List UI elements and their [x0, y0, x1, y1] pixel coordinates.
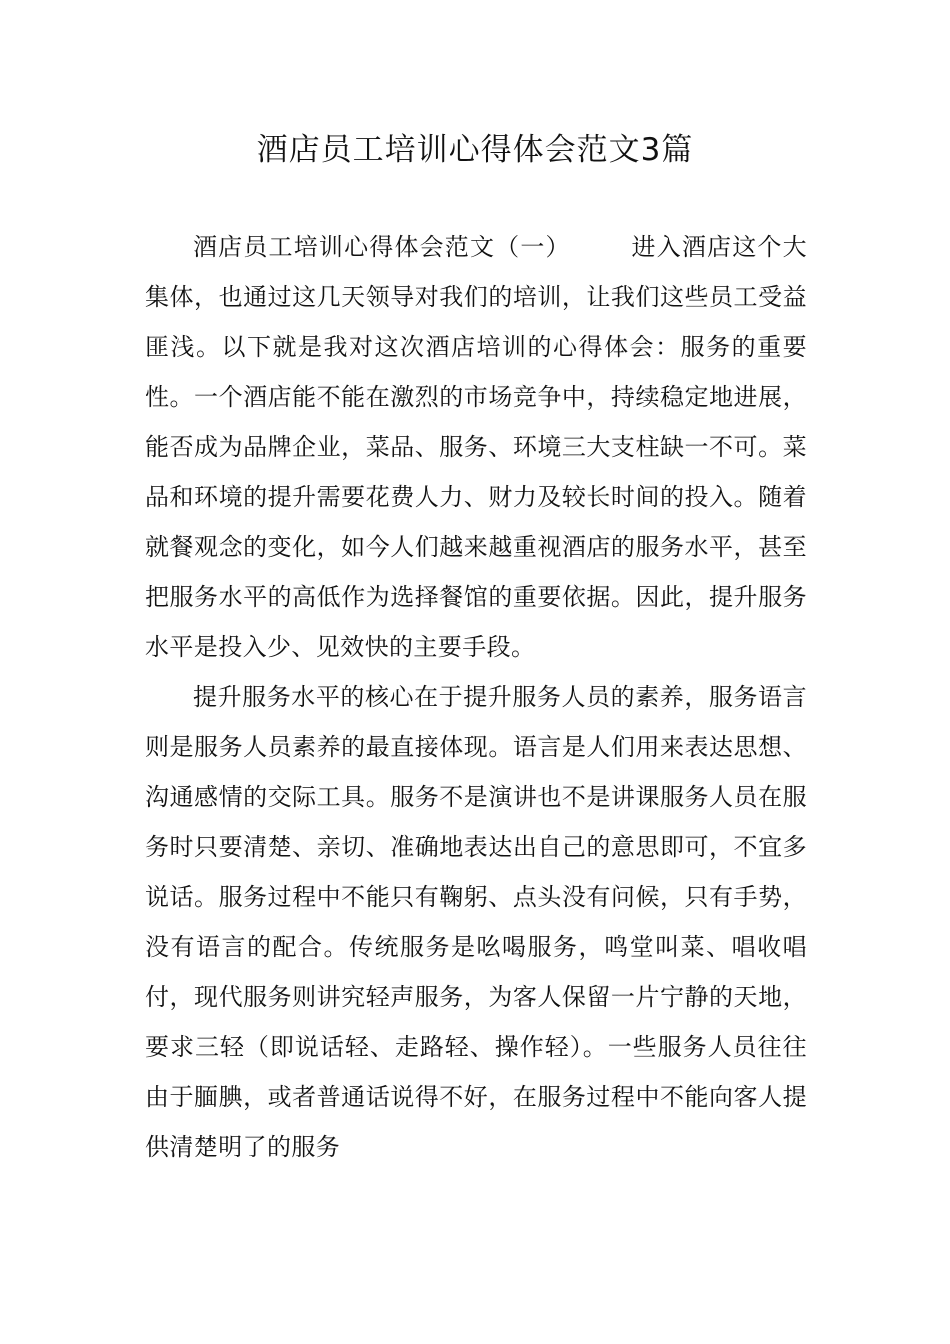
document-body [145, 222, 807, 1172]
section-heading: 酒店员工培训心得体会范文（一） [193, 233, 571, 261]
document-title: 酒店员工培训心得体会范文3篇 [256, 132, 694, 168]
paragraph-1-text: 进入酒店这个大集体，也通过这几天领导对我们的培训，让我们这些员工受益匪浅。以下就是我对这次酒店培训的心得体会：服务的重要性。一个酒店能不能在激烈的市场竞争中，持续稳定地进展，能否成为品牌企业，菜品、服务、环境三大支柱缺一不可。菜品和环境的提升需要花费人力、财力及较长时间的投入。随着就餐观念的变化，如今人们越来越重视酒店的服务水平，甚至把服务水平的高低作为选择餐馆的重要依据。因此，提升服务水平是投入少、见效快的主要手段。 [145, 233, 807, 661]
paragraph-2-text: 提升服务水平的核心在于提升服务人员的素养，服务语言则是服务人员素养的最直接体现。语言是人们用来表达思想、沟通感情的交际工具。服务不是演讲也不是讲课服务人员在服务时只要清楚、亲切、准确地表达出自己的意思即可，不宜多说话。服务过程中不能只有鞠躬、点头没有问候，只有手势，没有语言的配合。传统服务是吆喝服务，鸣堂叫菜、唱收唱付，现代服务则讲究轻声服务，为客人保留一片宁静的天地，要求三轻（即说话轻、走路轻、操作轻）。一些服务人员往往由于腼腆，或者普通话说得不好，在服务过程中不能向客人提供清楚明了的服务 [145, 683, 807, 1161]
paragraph-2 [145, 672, 807, 1172]
paragraph-1 [145, 222, 807, 672]
